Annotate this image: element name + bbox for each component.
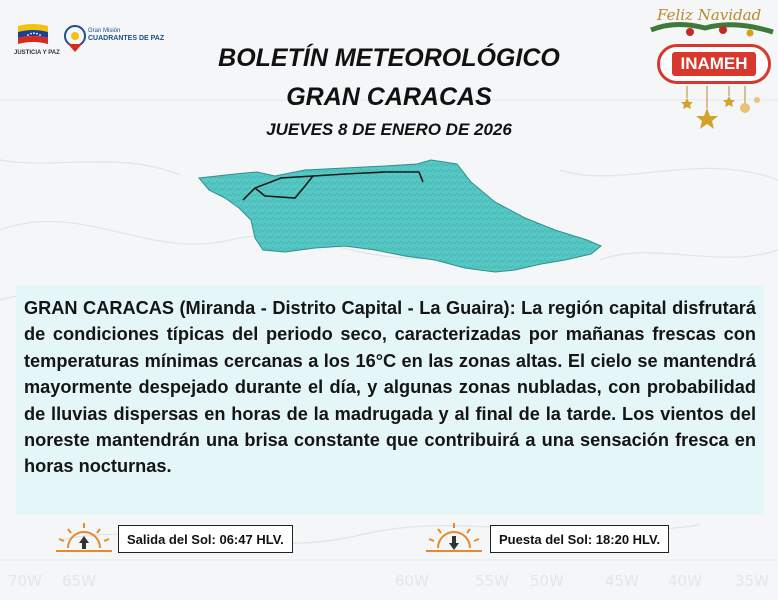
bulletin-panel <box>16 285 764 515</box>
agency-name: INAMEH <box>672 52 755 76</box>
gran-caracas-region-map <box>195 156 607 276</box>
mission-small-label: Gran Misión <box>88 28 121 34</box>
sunset-time: Puesta del Sol: 18:20 HLV. <box>490 525 669 553</box>
sunrise-icon <box>54 520 114 554</box>
region-title: GRAN CARACAS <box>286 83 492 111</box>
christmas-greeting: Feliz Navidad <box>657 6 762 24</box>
inameh-badge <box>657 44 771 84</box>
mission-name-label: CUADRANTES DE PAZ <box>88 35 165 42</box>
sunrise-time: Salida del Sol: 06:47 HLV. <box>118 525 293 553</box>
longitude-label: 50W <box>530 572 564 590</box>
bulletin-date: JUEVES 8 DE ENERO DE 2026 <box>266 120 512 139</box>
longitude-label: 60W <box>395 572 429 590</box>
sunset-icon <box>424 520 484 554</box>
longitude-label: 35W <box>735 572 769 590</box>
longitude-label: 40W <box>668 572 702 590</box>
inameh-logo <box>645 0 778 135</box>
longitude-label: 45W <box>605 572 639 590</box>
bulletin-title: BOLETÍN METEOROLÓGICO <box>218 44 560 72</box>
longitude-label: 70W <box>8 572 42 590</box>
forecast-text: GRAN CARACAS (Miranda - Distrito Capital - La Guaira): La región capital disfrutará de condiciones típicas del periodo seco, caracterizadas por mañanas frescas con temperaturas mínimas cercanas a los 16°C en las zonas altas. El cielo se mantendrá mayormente despejado durante el día, y algunas zonas nubladas, con probabilidad de lluvias dispersas en horas de la madrugada y al final de la tarde. Los vientos del noreste mantendrán una brisa constante que contribuirá a una sensación fresca en horas nocturnas. <box>24 298 756 477</box>
flag-caption: JUSTICIA Y PAZ <box>14 50 60 56</box>
longitude-label: 55W <box>475 572 509 590</box>
longitude-label: 65W <box>62 572 96 590</box>
